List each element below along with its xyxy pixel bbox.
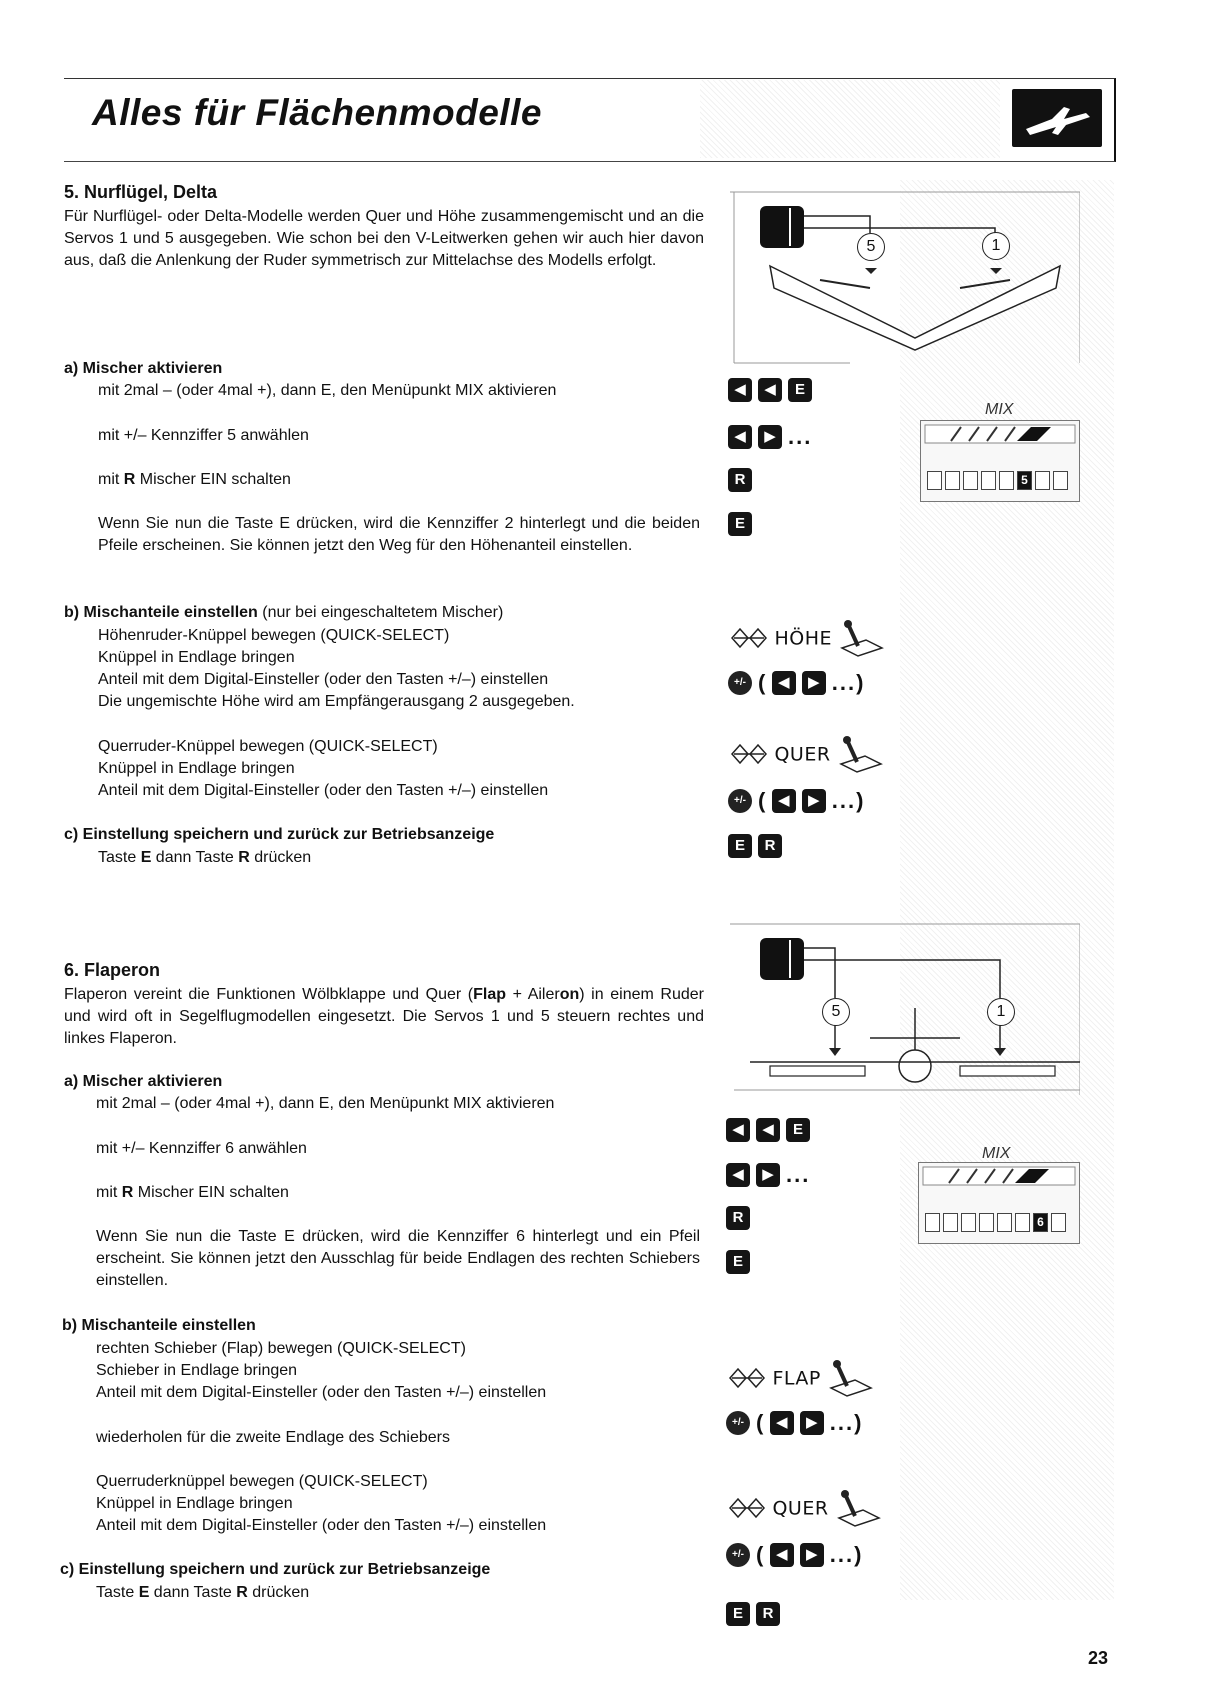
r-key[interactable]: R	[756, 1602, 780, 1626]
section-5-step-b-line7: Anteil mit dem Digital-Einsteller (oder den Tasten +/–) einstellen	[98, 782, 549, 799]
section-5-step-b-line6: Knüppel in Endlage bringen	[98, 760, 295, 777]
section-5-step-b-line4: Die ungemischte Höhe wird am Empfängerausgang 2 ausgegeben.	[98, 693, 575, 710]
dial-keys-6b1: +/- ( ◀ ▶ ...)	[726, 1410, 863, 1436]
key-sequence-select: ◀ ▶ ...	[726, 1162, 810, 1188]
key-r	[726, 1206, 756, 1232]
e-key[interactable]: E	[788, 378, 812, 402]
key-sequence-menu	[726, 1118, 816, 1144]
dial-icon[interactable]: +/-	[728, 789, 752, 813]
section-6-step-a-title: a) Mischer aktivieren	[64, 1073, 223, 1090]
r-key[interactable]: R	[728, 468, 752, 492]
section-6-step-b-line3: Anteil mit dem Digital-Einsteller (oder den Tasten +/–) einstellen	[96, 1384, 547, 1401]
stick-select-icon	[726, 1495, 768, 1526]
section-6-step-a-line2: mit +/– Kennziffer 6 anwählen	[96, 1140, 307, 1157]
section-5-step-b-title: b) Mischanteile einstellen (nur bei eingeschaltetem Mischer)	[64, 604, 504, 621]
key-e	[726, 1250, 756, 1276]
mix-number-digit: 6	[1033, 1213, 1048, 1232]
section-5-step-a-title: a) Mischer aktivieren	[64, 360, 223, 377]
left-key-icon[interactable]: ◀	[772, 789, 796, 813]
section-6-step-b-line7: Anteil mit dem Digital-Einsteller (oder den Tasten +/–) einstellen	[96, 1517, 547, 1534]
mix-display-label: MIX	[985, 401, 1014, 418]
dial-icon[interactable]: +/-	[728, 671, 752, 695]
r-key[interactable]: R	[726, 1206, 750, 1230]
servo-1-label: 1	[982, 232, 1010, 260]
left-key-icon[interactable]: ◀	[758, 378, 782, 402]
left-key-icon[interactable]: ◀	[726, 1118, 750, 1142]
section-6-step-b-line2: Schieber in Endlage bringen	[96, 1362, 298, 1379]
section-5-step-c-title: c) Einstellung speichern und zurück zur Betriebsanzeige	[64, 826, 495, 843]
section-6-step-c-title: c) Einstellung speichern und zurück zur Betriebsanzeige	[60, 1561, 491, 1578]
e-key[interactable]: E	[728, 512, 752, 536]
section-6-step-c-line: Taste E dann Taste R drücken	[96, 1584, 310, 1601]
right-key-icon[interactable]: ▶	[758, 425, 782, 449]
function-label-flap: FLAP	[772, 1367, 821, 1390]
servo-1-label: 1	[987, 998, 1015, 1026]
mix-number-digit: 5	[1017, 471, 1032, 490]
function-label-hoehe: HÖHE	[774, 627, 832, 650]
section-6-step-b-title: b) Mischanteile einstellen	[62, 1317, 256, 1334]
right-key-icon[interactable]: ▶	[802, 789, 826, 813]
key-sequence-save-6	[726, 1602, 786, 1628]
e-key[interactable]: E	[726, 1602, 750, 1626]
function-quer	[726, 1486, 883, 1535]
section-6-title: 6. Flaperon	[64, 960, 161, 980]
section-5-title: 5. Nurflügel, Delta	[64, 182, 218, 202]
left-key-icon[interactable]: ◀	[770, 1411, 794, 1435]
section-5-step-a-para: Wenn Sie nun die Taste E drücken, wird die Kennziffer 2 hinterlegt und die beiden Pfeile erscheinen. Sie können jetzt den Weg für den Höhenanteil einstellen.	[98, 515, 700, 554]
section-6-step-a-line1: mit 2mal – (oder 4mal +), dann E, den Menüpunkt MIX aktivieren	[96, 1095, 555, 1112]
left-key-icon[interactable]: ◀	[726, 1163, 750, 1187]
key-sequence-menu	[728, 378, 818, 404]
section-5-step-a-line2: mit +/– Kennziffer 5 anwählen	[98, 427, 309, 444]
header-shading	[700, 80, 1000, 158]
section-5-step-b-line5: Querruder-Knüppel bewegen (QUICK-SELECT)	[98, 738, 438, 755]
page-title: Alles für Flächenmodelle	[92, 92, 542, 133]
dots: ...	[788, 424, 813, 449]
function-flap	[726, 1356, 875, 1405]
right-key-icon[interactable]: ▶	[800, 1543, 824, 1567]
stick-select-icon	[728, 741, 770, 772]
e-key[interactable]: E	[726, 1250, 750, 1274]
servo-5-label: 5	[822, 998, 850, 1026]
mix-display-label: MIX	[982, 1145, 1011, 1162]
dial-icon[interactable]: +/-	[726, 1411, 750, 1435]
e-key[interactable]: E	[728, 834, 752, 858]
key-r	[728, 468, 758, 494]
e-key[interactable]: E	[786, 1118, 810, 1142]
right-key-icon[interactable]: ▶	[800, 1411, 824, 1435]
section-6-step-b-line5: Querruderknüppel bewegen (QUICK-SELECT)	[96, 1473, 428, 1490]
left-key-icon[interactable]: ◀	[756, 1118, 780, 1142]
stick-icon	[833, 1486, 883, 1535]
servo-5-label: 5	[857, 233, 885, 261]
flaperon-diagram	[730, 920, 1080, 1100]
section-5-step-c-line: Taste E dann Taste R drücken	[98, 849, 312, 866]
section-5-step-a-line3: mit R Mischer EIN schalten	[98, 471, 291, 488]
section-6-step-b-line4: wiederholen für die zweite Endlage des Schiebers	[96, 1429, 450, 1446]
key-sequence-select	[728, 424, 812, 450]
left-key-icon[interactable]: ◀	[772, 671, 796, 695]
r-key[interactable]: R	[758, 834, 782, 858]
mix-display	[920, 420, 1080, 502]
dial-icon[interactable]: +/-	[726, 1543, 750, 1567]
right-key-icon[interactable]: ▶	[802, 671, 826, 695]
section-5-step-b-line1: Höhenruder-Knüppel bewegen (QUICK-SELECT)	[98, 627, 450, 644]
slider-select-icon	[726, 1365, 768, 1396]
left-key-icon[interactable]: ◀	[728, 378, 752, 402]
left-key-icon[interactable]: ◀	[728, 425, 752, 449]
airplane-icon	[1012, 89, 1102, 147]
function-quer	[728, 732, 885, 781]
dial-keys-6b2: +/- ( ◀ ▶ ...)	[726, 1542, 863, 1568]
key-e	[728, 512, 758, 538]
function-hoehe	[728, 616, 886, 665]
dial-keys-5b2: +/- ( ◀ ▶ ...)	[728, 788, 865, 814]
dial-keys-5b1: +/- ( ◀ ▶ ...)	[728, 670, 865, 696]
page-number: 23	[1087, 1648, 1108, 1668]
side-shading	[900, 180, 1114, 1600]
section-5-intro: Für Nurflügel- oder Delta-Modelle werden Quer und Höhe zusammengemischt und an die Servos 1 und 5 ausgegeben. Wie schon bei den V-Leitwerken gehen wir auch hier davon aus, daß die Anlenkung der Ruder symmetrisch zur Mittelachse des Modells erfolgt.	[64, 208, 704, 269]
mix-display	[918, 1162, 1080, 1244]
section-5-step-a-line1: mit 2mal – (oder 4mal +), dann E, den Menüpunkt MIX aktivieren	[98, 382, 557, 399]
function-label-quer: QUER	[774, 743, 831, 766]
key-sequence-save-5	[728, 834, 788, 860]
section-6-step-a-para: Wenn Sie nun die Taste E drücken, wird die Kennziffer 6 hinterlegt und ein Pfeil erscheint. Sie können jetzt den Ausschlag für beide Endlagen des rechten Schiebers einstellen.	[96, 1228, 700, 1289]
left-key-icon[interactable]: ◀	[770, 1543, 794, 1567]
stick-icon	[835, 732, 885, 781]
delta-wing-diagram	[730, 188, 1080, 368]
stick-select-icon	[728, 625, 770, 656]
function-label-quer: QUER	[772, 1497, 829, 1520]
section-5-step-b-line3: Anteil mit dem Digital-Einsteller (oder den Tasten +/–) einstellen	[98, 671, 549, 688]
right-key-icon[interactable]: ▶	[756, 1163, 780, 1187]
stick-icon	[836, 616, 886, 665]
section-6-step-a-line3: mit R Mischer EIN schalten	[96, 1184, 289, 1201]
section-5-step-b-line2: Knüppel in Endlage bringen	[98, 649, 295, 666]
section-6-step-b-line6: Knüppel in Endlage bringen	[96, 1495, 293, 1512]
section-6-step-b-line1: rechten Schieber (Flap) bewegen (QUICK-SELECT)	[96, 1340, 466, 1357]
section-6-intro: Flaperon vereint die Funktionen Wölbklappe und Quer (Flap + Aileron) in einem Ruder und wird oft in Segelflugmodellen eingesetzt. Die Servos 1 und 5 steuern rechtes und linkes Flaperon.	[64, 986, 705, 1047]
slider-icon	[825, 1356, 875, 1405]
